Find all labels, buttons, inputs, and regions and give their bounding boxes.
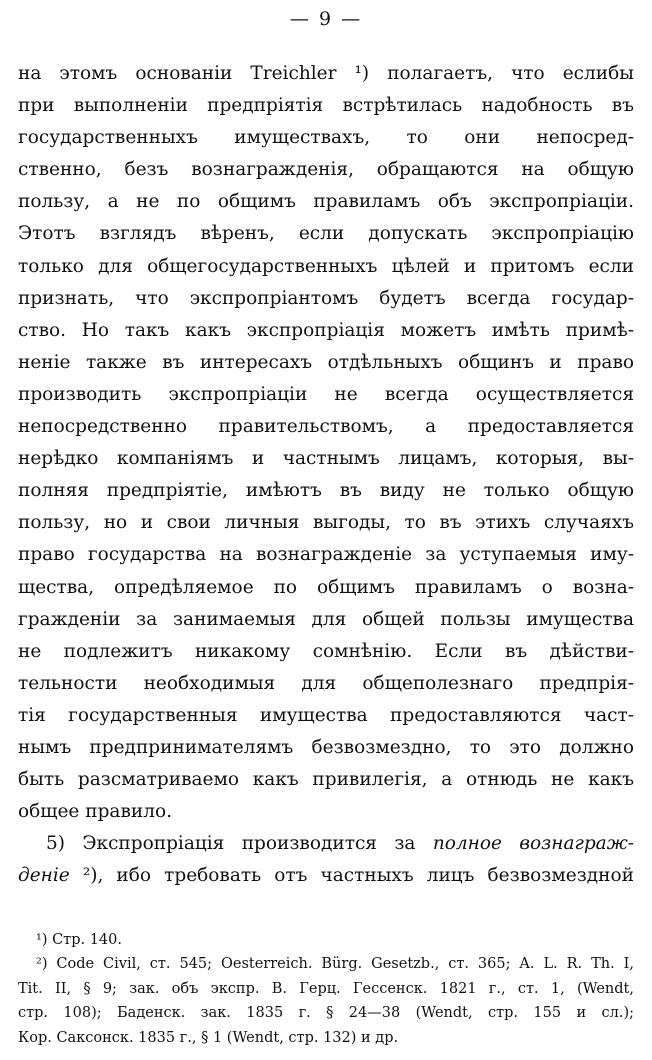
- text-line: тія государственныя имущества предоставляются част-: [18, 704, 634, 726]
- text-line: полняя предпріятіе, имѣютъ въ виду не только общую: [18, 480, 634, 502]
- text-line: общее правило.: [18, 801, 172, 823]
- text-line: быть разсматриваемо какъ привилегія, а отнюдь не какъ: [18, 769, 634, 791]
- text-line: при выполненіи предпріятія встрѣтилась надобность въ: [18, 95, 634, 117]
- paragraph-5-line: [18, 860, 634, 892]
- text-line: право государства на вознагражденіе за уступаемыя иму-: [18, 544, 634, 566]
- footnote-line: Tit. II, § 9; зак. объ экспр. В. Герц. Гессенск. 1821 г., ст. 1, (Wendt,: [18, 980, 634, 997]
- footnotes: [18, 928, 634, 1050]
- footnote-line: ¹) Стр. 140.: [36, 932, 122, 948]
- para-text: 5) Экспропріація производится за: [46, 833, 433, 855]
- paragraph-5-line: [18, 828, 634, 860]
- footnote-line: Кор. Саксонск. 1835 г., § 1 (Wendt, стр. 132) и др.: [18, 1029, 399, 1046]
- page-number: — 9 —: [289, 8, 363, 30]
- text-line: пользу, а не по общимъ правиламъ объ экспропріаціи.: [18, 191, 634, 213]
- text-line: только для общегосударственныхъ цѣлей и притомъ если: [18, 255, 634, 277]
- text-line: гражденіи за занимаемыя для общей пользы имущества: [18, 608, 634, 630]
- text-line: Этотъ взглядъ вѣренъ, если допускать экспропріацію: [18, 223, 634, 245]
- text-line: тельности необходимыя для общеполезнаго предпрія-: [18, 672, 634, 694]
- text-line: неніе также въ интересахъ отдѣльныхъ общинъ и право: [18, 351, 634, 373]
- text-line: государственныхъ имуществахъ, то они непосред-: [18, 127, 634, 149]
- text-line: нерѣдко компаніямъ и частнымъ лицамъ, которыя, вы-: [18, 448, 634, 470]
- para-emphasis: полное вознаграж-: [432, 833, 634, 855]
- text-line: ственно, безъ вознагражденія, обращаются на общую: [18, 159, 634, 181]
- text-line: признать, что экспропріантомъ будетъ всегда государ-: [18, 287, 634, 309]
- footnote-line: стр. 108); Баденск. зак. 1835 г. § 24—38 (Wendt, стр. 155 и сл.);: [18, 1005, 634, 1022]
- text-line: непосредственно правительствомъ, а предоставляется: [18, 416, 634, 438]
- para-emphasis: деніе: [18, 865, 70, 887]
- text-line: не подлежитъ никакому сомнѣнію. Если въ дѣйстви-: [18, 640, 634, 662]
- para-text: ²), ибо требовать отъ частныхъ лицъ безвозмездной: [69, 865, 634, 887]
- text-line: пользу, но и свои личныя выгоды, то въ этихъ случаяхъ: [18, 512, 634, 534]
- text-line: ство. Но такъ какъ экспропріація можетъ имѣть примѣ-: [18, 319, 634, 341]
- text-line: щества, опредѣляемое по общимъ правиламъ о возна-: [18, 576, 634, 598]
- text-line: на этомъ основаніи Treichler ¹) полагаетъ, что еслибы: [18, 63, 634, 84]
- footnote-line: ²) Code Civil, ст. 545; Oesterreich. Bürg. Gesetzb., ст. 365; A. L. R. Th. I,: [36, 956, 634, 973]
- text-line: производить экспропріаціи не всегда осуществляется: [18, 383, 634, 405]
- main-text: [18, 58, 634, 892]
- text-line: нымъ предпринимателямъ безвозмездно, то это должно: [18, 736, 634, 758]
